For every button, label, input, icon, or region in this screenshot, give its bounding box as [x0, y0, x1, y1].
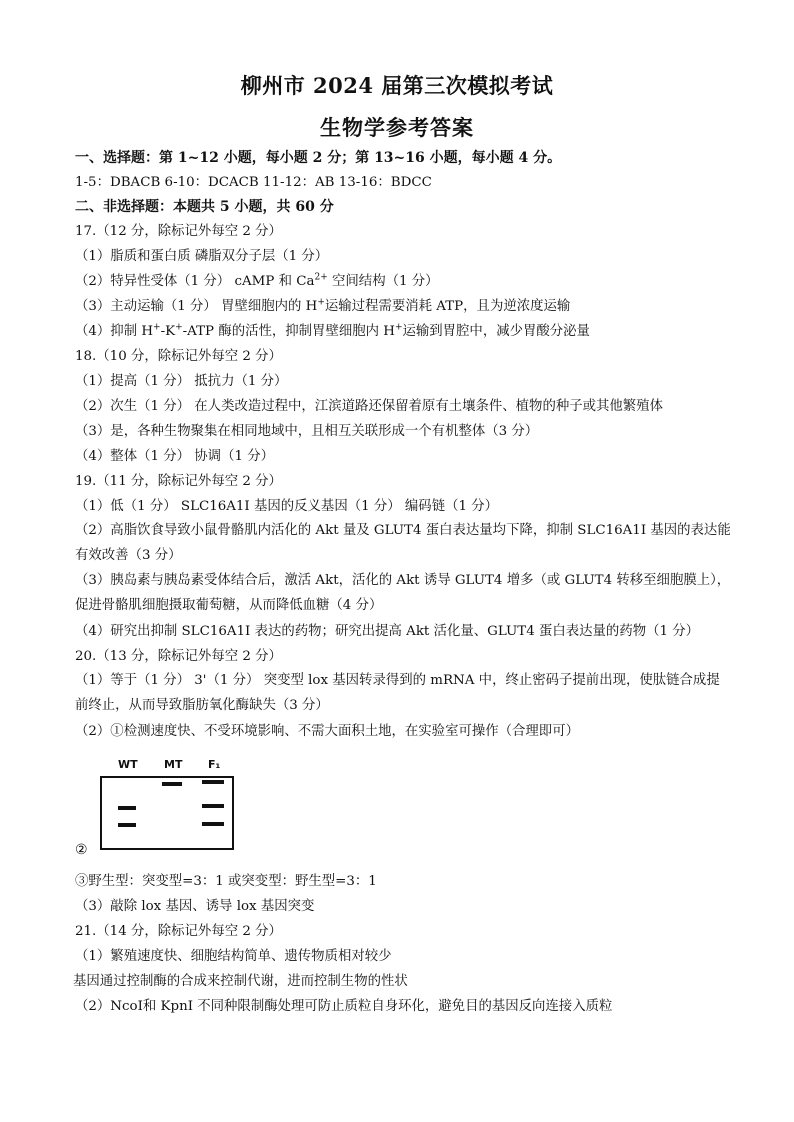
q20-answer-1: （1）等于（1 分） 3'（1 分） 突变型 lox 基因转录得到的 mRNA 中，终止密码子提前出现，使肽链合成提前终止，从而导致脂肪氧化酶缺失（3 分）: [75, 673, 720, 713]
q19-answer-4: （4）研究出抑制 SLC16A1I 表达的药物；研究出提高 Akt 活化量、GLUT4 蛋白表达量的药物（1 分）: [75, 624, 700, 639]
q18-answer-4: （4）整体（1 分） 协调（1 分）: [75, 449, 275, 464]
gel-electrophoresis-figure: [100, 758, 250, 858]
q19-answer-1: （1）低（1 分） SLC16A1I 基因的反义基因（1 分） 编码链（1 分）: [75, 499, 499, 514]
q17-heading: 17.（12 分，除标记外每空 2 分）: [75, 224, 282, 239]
q19-answer-3: （3）胰岛素与胰岛素受体结合后，激活 Akt，活化的 Akt 诱导 GLUT4 增多（或 GLUT4 转移至细胞膜上），促进骨骼肌细胞摄取葡萄糖，从而降低血糖（4 分）: [75, 573, 731, 613]
q17-answer-2: （2）特异性受体（1 分） cAMP 和 $Ca^{2+}$ 空间结构（1 分）: [75, 272, 439, 289]
q20-answer-3: （3）敲除 lox 基因、诱导 lox 基因突变: [75, 899, 315, 914]
gel-band-wt-low: [118, 823, 136, 827]
section1-answers: 1-5：DBACB 6-10：DCACB 11-12：AB 13-16：BDCC: [75, 175, 432, 190]
gel-label-mt: MT: [164, 758, 183, 771]
q21-answer-1b: 基因通过控制酶的合成来控制代谢，进而控制生物的性状: [73, 974, 408, 989]
section2-heading: 二、非选择题：本题共 5 小题，共 60 分: [75, 199, 334, 215]
gel-band-wt-mid: [118, 806, 136, 810]
gel-band-f1-low: [202, 822, 224, 826]
q17-answer-3: （3）主动运输（1 分） 胃壁细胞内的 H+运输过程需要消耗 ATP，且为逆浓度运输: [75, 297, 571, 314]
q19-heading: 19.（11 分，除标记外每空 2 分）: [75, 474, 282, 489]
gel-label-f1: F₁: [208, 758, 221, 771]
section1-heading: 一、选择题：第 1~12 小题，每小题 2 分；第 13~16 小题，每小题 4 分。: [75, 150, 562, 166]
q19-answer-2: （2）高脂饮食导致小鼠骨骼肌内活化的 Akt 量及 GLUT4 蛋白表达量均下降，抑制 SLC16A1I 基因的表达能有效改善（3 分）: [75, 523, 731, 563]
q18-answer-1: （1）提高（1 分） 抵抗力（1 分）: [75, 374, 288, 389]
q17-answer-4: （4）抑制 H+-K+-ATP 酶的活性，抑制胃壁细胞内 H+运输到胃腔中，减少胃酸分泌量: [75, 322, 590, 339]
q18-answer-3: （3）是，各种生物聚集在相同地域中，且相互关联形成一个有机整体（3 分）: [75, 424, 539, 439]
page-subtitle: 生物学参考答案: [320, 115, 474, 140]
q18-answer-2: （2）次生（1 分） 在人类改造过程中，江滨道路还保留着原有土壤条件、植物的种子或其他繁殖体: [75, 399, 663, 414]
q18-heading: 18.（10 分，除标记外每空 2 分）: [75, 349, 282, 364]
q21-answer-1: （1）繁殖速度快、细胞结构简单、遗传物质相对较少: [75, 949, 392, 964]
gel-frame: [100, 776, 234, 850]
gel-band-f1-top: [202, 780, 224, 784]
page-title: 柳州市 2024 届第三次模拟考试: [240, 73, 554, 98]
q21-heading: 21.（14 分，除标记外每空 2 分）: [75, 924, 282, 939]
q20-answer-2-3: ③野生型：突变型=3：1 或突变型：野生型=3：1: [75, 874, 377, 889]
gel-band-f1-mid: [202, 804, 224, 808]
gel-band-mt-top: [162, 782, 182, 786]
q20-heading: 20.（13 分，除标记外每空 2 分）: [75, 649, 282, 664]
q20-answer-2-2-marker: ②: [75, 842, 88, 858]
q17-answer-1: （1）脂质和蛋白质 磷脂双分子层（1 分）: [75, 249, 329, 264]
gel-label-wt: WT: [118, 758, 138, 771]
q20-answer-2-1: （2）①检测速度快、不受环境影响、不需大面积土地，在实验室可操作（合理即可）: [75, 724, 579, 739]
q21-answer-2: （2）NcoI和 KpnI 不同种限制酶处理可防止质粒自身环化，避免目的基因反向连接入质粒: [75, 999, 613, 1014]
